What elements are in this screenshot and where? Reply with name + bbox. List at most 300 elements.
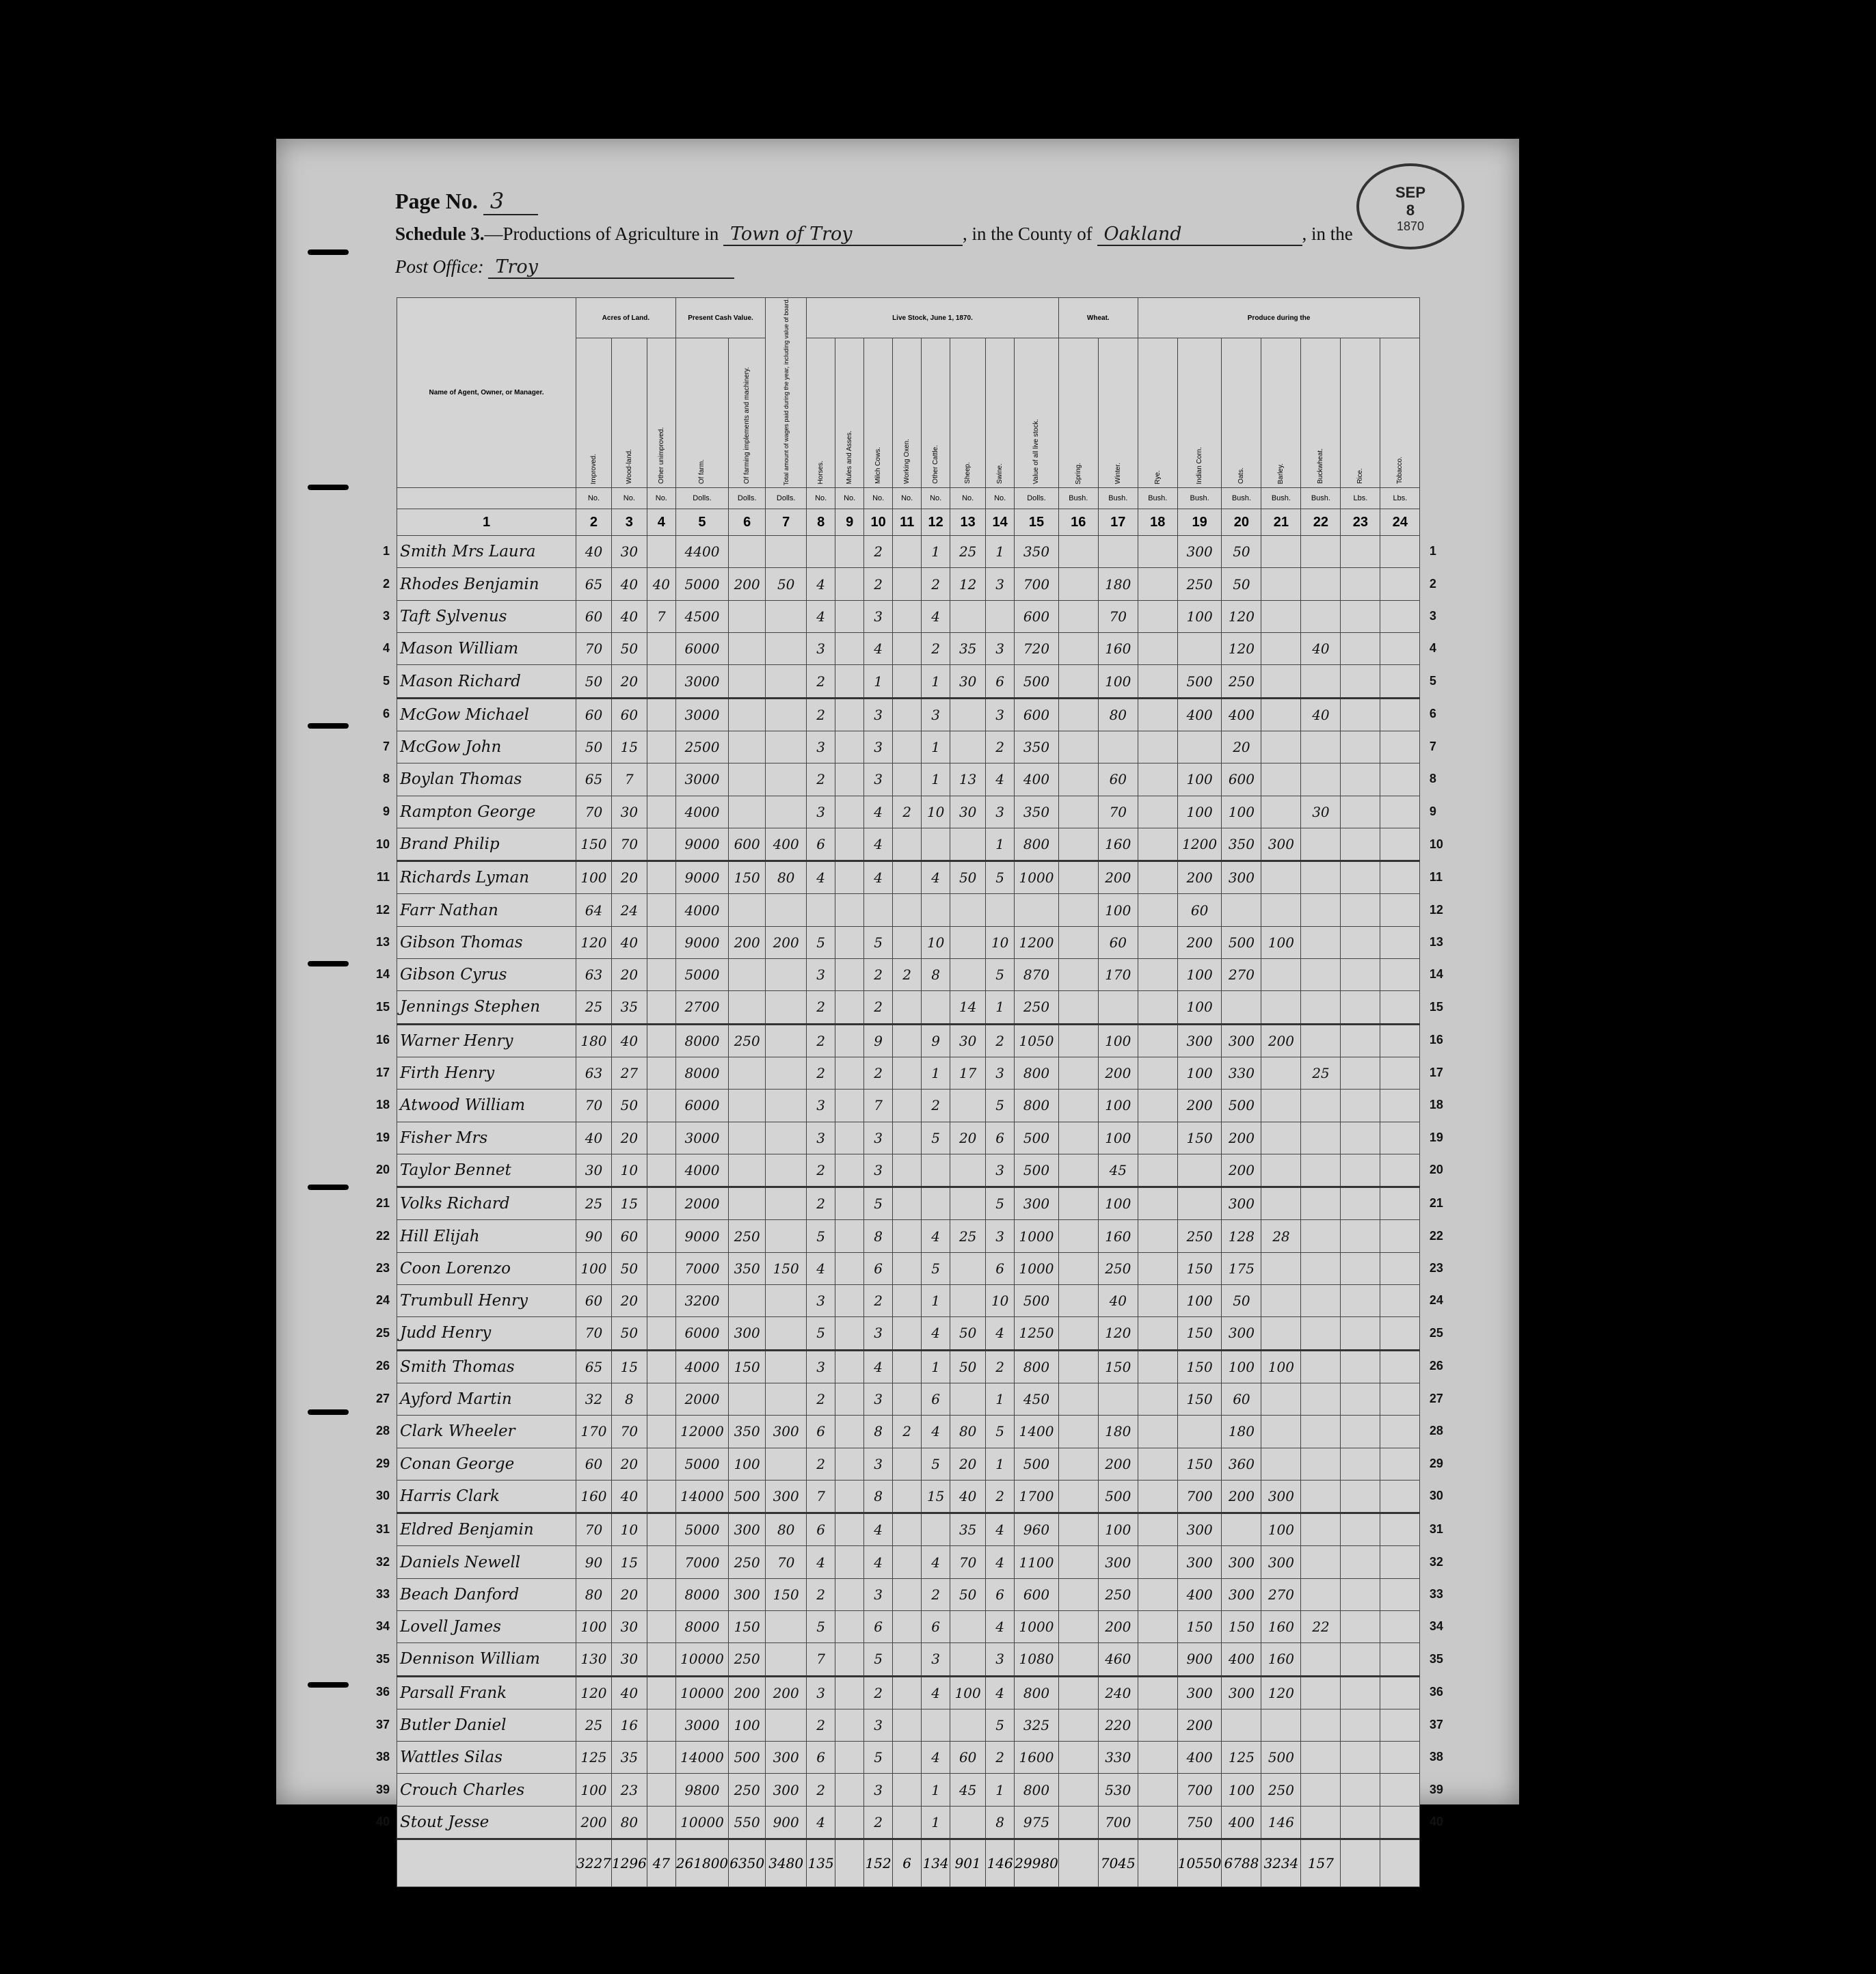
table-cell: 500	[1015, 1448, 1059, 1480]
table-cell: 300	[729, 1513, 766, 1546]
table-cell: 500	[1177, 665, 1222, 698]
table-cell	[1301, 894, 1341, 926]
table-cell	[1261, 1187, 1301, 1220]
table-cell	[647, 665, 675, 698]
table-cell: 23	[611, 1774, 647, 1806]
table-row	[397, 1546, 1420, 1578]
table-cell	[1301, 1513, 1341, 1546]
table-cell: 6	[922, 1610, 950, 1642]
table-cell	[1222, 1709, 1261, 1741]
table-cell	[1138, 1383, 1177, 1415]
table-cell	[893, 1220, 922, 1252]
table-cell: 6	[807, 1416, 835, 1448]
table-cell: 400	[766, 828, 807, 861]
table-cell: 100	[1177, 1057, 1222, 1089]
table-cell	[647, 1252, 675, 1284]
table-cell: 1600	[1015, 1742, 1059, 1774]
table-cell: 1	[986, 1774, 1015, 1806]
table-cell: 100	[576, 1774, 612, 1806]
table-cell	[1380, 861, 1420, 894]
table-cell	[1058, 1090, 1098, 1122]
table-cell	[807, 894, 835, 926]
table-cell: 1000	[1015, 861, 1059, 894]
table-cell	[835, 1806, 864, 1839]
table-cell	[729, 665, 766, 698]
table-cell: 64	[576, 894, 612, 926]
table-cell	[835, 991, 864, 1024]
table-cell: 300	[766, 1480, 807, 1513]
table-cell	[893, 1383, 922, 1415]
table-cell	[835, 1448, 864, 1480]
table-cell	[950, 1383, 986, 1415]
table-cell	[1261, 536, 1301, 568]
table-cell: 300	[1261, 1546, 1301, 1578]
table-cell	[1341, 731, 1380, 763]
table-cell: 160	[1261, 1643, 1301, 1676]
table-cell: 800	[1015, 1057, 1059, 1089]
table-cell: 250	[1222, 665, 1261, 698]
table-cell: 60	[576, 698, 612, 731]
table-row	[397, 1448, 1420, 1480]
table-cell	[1138, 1024, 1177, 1057]
table-cell	[1261, 731, 1301, 763]
table-row	[397, 1317, 1420, 1350]
table-cell: 220	[1098, 1709, 1138, 1741]
table-cell: 500	[729, 1480, 766, 1513]
table-cell	[893, 1709, 922, 1741]
table-cell	[766, 763, 807, 796]
table-cell: 30	[576, 1154, 612, 1187]
table-cell	[835, 600, 864, 632]
table-cell: 700	[1177, 1480, 1222, 1513]
table-cell: 60	[576, 600, 612, 632]
table-cell	[1380, 763, 1420, 796]
farmer-name: Rhodes Benjamin	[397, 568, 576, 600]
table-cell	[1380, 1317, 1420, 1350]
table-cell: 13	[950, 763, 986, 796]
table-cell: 4	[807, 861, 835, 894]
table-cell	[835, 731, 864, 763]
table-cell: 100	[1261, 926, 1301, 958]
total-cell: 152	[864, 1839, 893, 1887]
table-cell: 2	[807, 763, 835, 796]
table-cell	[1380, 1220, 1420, 1252]
table-cell	[1380, 1350, 1420, 1383]
farmer-name: Crouch Charles	[397, 1774, 576, 1806]
table-cell	[893, 828, 922, 861]
table-cell: 60	[1098, 763, 1138, 796]
line-number: 27	[375, 1392, 390, 1406]
table-cell	[1380, 1578, 1420, 1610]
table-cell	[1138, 1252, 1177, 1284]
table-cell: 7	[807, 1643, 835, 1676]
column-header: Barley.	[1261, 338, 1301, 488]
table-cell: 8000	[675, 1610, 728, 1642]
table-cell	[835, 1480, 864, 1513]
table-cell: 100	[1098, 1513, 1138, 1546]
table-cell: 2	[864, 1806, 893, 1839]
line-number-right: 25	[1429, 1325, 1443, 1340]
table-cell: 350	[1222, 828, 1261, 861]
table-cell	[1058, 1416, 1098, 1448]
table-cell: 300	[1261, 1480, 1301, 1513]
table-cell	[1058, 1220, 1098, 1252]
table-cell	[1058, 1806, 1098, 1839]
table-cell	[1138, 1513, 1177, 1546]
table-cell: 40	[611, 1480, 647, 1513]
table-cell: 3	[807, 796, 835, 828]
table-cell	[1301, 1806, 1341, 1839]
table-cell	[1341, 1154, 1380, 1187]
table-cell	[1138, 1057, 1177, 1089]
table-cell: 160	[1098, 633, 1138, 665]
unit-cell: Dolls.	[675, 488, 728, 509]
line-number: 15	[375, 999, 390, 1014]
table-cell: 50	[950, 861, 986, 894]
total-cell	[1138, 1839, 1177, 1887]
table-cell	[766, 1285, 807, 1317]
table-cell: 300	[1222, 1187, 1261, 1220]
table-cell	[1058, 1057, 1098, 1089]
table-cell: 3	[864, 1383, 893, 1415]
table-cell: 9000	[675, 828, 728, 861]
column-header: Value of all live stock.	[1015, 338, 1059, 488]
table-cell: 24	[611, 894, 647, 926]
line-number-right: 6	[1429, 707, 1436, 721]
farmer-name: Taylor Bennet	[397, 1154, 576, 1187]
table-cell	[647, 894, 675, 926]
table-cell	[766, 796, 807, 828]
column-number: 5	[675, 509, 728, 536]
line-number-right: 15	[1429, 999, 1443, 1014]
table-cell: 300	[1177, 1546, 1222, 1578]
table-cell	[1138, 600, 1177, 632]
table-cell	[1380, 1154, 1420, 1187]
table-cell	[835, 1416, 864, 1448]
table-cell: 4	[807, 568, 835, 600]
table-cell	[1341, 1774, 1380, 1806]
table-cell: 10	[986, 926, 1015, 958]
table-cell	[729, 731, 766, 763]
table-cell	[647, 1480, 675, 1513]
table-cell	[1380, 1090, 1420, 1122]
total-cell: 3480	[766, 1839, 807, 1887]
table-cell	[1261, 698, 1301, 731]
table-cell: 300	[1098, 1546, 1138, 1578]
table-cell: 4	[922, 600, 950, 632]
table-cell: 200	[1222, 1480, 1261, 1513]
table-cell: 6	[986, 1122, 1015, 1154]
farmer-name: Mason William	[397, 633, 576, 665]
table-cell: 3	[986, 1643, 1015, 1676]
table-cell	[807, 536, 835, 568]
table-cell: 128	[1222, 1220, 1261, 1252]
table-cell: 2	[807, 698, 835, 731]
table-cell	[766, 1383, 807, 1415]
table-cell	[1138, 665, 1177, 698]
table-cell	[729, 1122, 766, 1154]
table-cell: 300	[1222, 1546, 1261, 1578]
table-cell	[1058, 763, 1098, 796]
table-cell: 3	[986, 796, 1015, 828]
table-cell: 3	[864, 1774, 893, 1806]
table-cell	[1341, 1057, 1380, 1089]
line-number: 18	[375, 1098, 390, 1112]
table-cell	[1261, 1122, 1301, 1154]
table-cell: 32	[576, 1383, 612, 1415]
table-cell	[1380, 536, 1420, 568]
table-cell: 30	[950, 1024, 986, 1057]
table-cell: 4000	[675, 1350, 728, 1383]
schedule-text: —Productions of Agriculture in	[484, 224, 719, 244]
table-cell	[1058, 1024, 1098, 1057]
table-cell: 22	[1301, 1610, 1341, 1642]
table-row	[397, 1709, 1420, 1741]
line-number-right: 24	[1429, 1293, 1443, 1308]
table-cell	[1261, 1709, 1301, 1741]
table-cell	[835, 633, 864, 665]
table-cell	[647, 1448, 675, 1480]
column-number: 7	[766, 509, 807, 536]
table-cell	[1177, 633, 1222, 665]
column-number: 11	[893, 509, 922, 536]
farmer-name: Clark Wheeler	[397, 1416, 576, 1448]
line-number: 2	[382, 576, 390, 591]
table-cell	[1380, 1676, 1420, 1709]
table-cell	[647, 1513, 675, 1546]
table-cell: 3000	[675, 665, 728, 698]
post-office-line	[395, 256, 734, 279]
column-number: 23	[1341, 509, 1380, 536]
table-cell: 35	[611, 1742, 647, 1774]
table-cell: 100	[576, 1610, 612, 1642]
farmer-name: Atwood William	[397, 1090, 576, 1122]
table-cell: 30	[611, 796, 647, 828]
table-cell	[1138, 991, 1177, 1024]
table-cell	[1177, 731, 1222, 763]
table-cell: 3	[807, 1350, 835, 1383]
table-cell: 8	[864, 1480, 893, 1513]
table-cell: 60	[611, 1220, 647, 1252]
table-cell: 2	[807, 665, 835, 698]
line-number: 28	[375, 1424, 390, 1438]
table-cell	[893, 1546, 922, 1578]
table-cell	[647, 763, 675, 796]
table-cell: 300	[1177, 1513, 1222, 1546]
table-cell: 300	[1261, 828, 1301, 861]
table-cell: 15	[611, 731, 647, 763]
line-number: 36	[375, 1685, 390, 1699]
table-cell: 3000	[675, 1709, 728, 1741]
table-cell	[1058, 1187, 1098, 1220]
farmer-name: Boylan Thomas	[397, 763, 576, 796]
table-cell	[1058, 1742, 1098, 1774]
table-cell	[1058, 1513, 1098, 1546]
table-cell: 20	[611, 861, 647, 894]
farmer-name: Butler Daniel	[397, 1709, 576, 1741]
table-cell: 600	[1015, 1578, 1059, 1610]
line-number-right: 31	[1429, 1522, 1443, 1536]
table-cell	[1380, 1546, 1420, 1578]
table-cell	[1301, 861, 1341, 894]
table-cell: 150	[576, 828, 612, 861]
table-cell	[835, 1252, 864, 1284]
table-cell	[729, 991, 766, 1024]
table-cell: 350	[1015, 731, 1059, 763]
table-cell: 146	[1261, 1806, 1301, 1839]
table-cell: 3	[986, 633, 1015, 665]
line-number: 13	[375, 934, 390, 949]
table-cell: 150	[729, 1350, 766, 1383]
line-number: 23	[375, 1260, 390, 1275]
column-header: Milch Cows.	[864, 338, 893, 488]
table-cell	[1301, 1024, 1341, 1057]
table-cell	[1301, 926, 1341, 958]
table-cell	[1261, 1252, 1301, 1284]
unit-cell: No.	[950, 488, 986, 509]
table-cell	[1380, 1416, 1420, 1448]
table-cell	[893, 600, 922, 632]
table-cell: 6000	[675, 1090, 728, 1122]
table-row	[397, 698, 1420, 731]
table-cell: 5	[922, 1122, 950, 1154]
table-cell: 100	[1098, 1187, 1138, 1220]
name-column-header: Name of Agent, Owner, or Manager.	[397, 298, 576, 488]
table-cell: 6	[807, 1742, 835, 1774]
column-header: Sheep.	[950, 338, 986, 488]
table-cell	[893, 1252, 922, 1284]
table-cell: 3	[864, 1154, 893, 1187]
table-cell: 1200	[1177, 828, 1222, 861]
table-cell	[922, 1187, 950, 1220]
table-cell: 25	[1301, 1057, 1341, 1089]
line-number-right: 4	[1429, 641, 1436, 655]
table-cell: 150	[1177, 1448, 1222, 1480]
unit-cell: Dolls.	[766, 488, 807, 509]
table-cell	[647, 1546, 675, 1578]
line-number-right: 18	[1429, 1098, 1443, 1112]
table-cell: 100	[729, 1709, 766, 1741]
table-cell	[1341, 1578, 1380, 1610]
table-cell: 250	[1098, 1578, 1138, 1610]
table-cell: 70	[950, 1546, 986, 1578]
table-cell: 400	[1222, 698, 1261, 731]
table-cell: 720	[1015, 633, 1059, 665]
table-cell: 800	[1015, 1350, 1059, 1383]
farmer-name: Conan George	[397, 1448, 576, 1480]
table-cell	[1138, 1709, 1177, 1741]
table-cell	[1301, 1220, 1341, 1252]
table-cell	[647, 633, 675, 665]
table-cell: 70	[576, 796, 612, 828]
table-cell	[1177, 1187, 1222, 1220]
table-cell	[1380, 1024, 1420, 1057]
table-cell: 8	[611, 1383, 647, 1415]
table-cell	[922, 1709, 950, 1741]
table-cell: 250	[729, 1220, 766, 1252]
table-cell	[1261, 1057, 1301, 1089]
table-cell: 60	[1222, 1383, 1261, 1415]
table-cell	[1261, 665, 1301, 698]
table-cell: 1050	[1015, 1024, 1059, 1057]
table-cell: 25	[576, 1709, 612, 1741]
table-cell	[647, 1024, 675, 1057]
table-cell	[647, 1187, 675, 1220]
table-cell	[766, 1187, 807, 1220]
table-cell	[1015, 894, 1059, 926]
farmer-name: Brand Philip	[397, 828, 576, 861]
table-cell	[1138, 861, 1177, 894]
table-row	[397, 568, 1420, 600]
table-cell	[1138, 1317, 1177, 1350]
table-cell	[1058, 1350, 1098, 1383]
table-row	[397, 796, 1420, 828]
table-cell	[1058, 1383, 1098, 1415]
table-cell: 65	[576, 1350, 612, 1383]
table-cell: 9000	[675, 861, 728, 894]
table-cell	[1301, 1742, 1341, 1774]
table-cell: 2	[986, 1350, 1015, 1383]
binding-mark	[308, 249, 349, 255]
table-cell: 6	[922, 1383, 950, 1415]
table-cell: 1	[922, 1774, 950, 1806]
county-value: Oakland	[1097, 224, 1302, 246]
unit-cell: Dolls.	[1015, 488, 1059, 509]
table-cell	[1380, 633, 1420, 665]
table-cell: 100	[576, 1252, 612, 1284]
table-cell	[1341, 536, 1380, 568]
table-cell: 50	[611, 1317, 647, 1350]
table-cell	[647, 828, 675, 861]
table-cell: 65	[576, 568, 612, 600]
column-header: Other unimproved.	[647, 338, 675, 488]
table-cell: 300	[1015, 1187, 1059, 1220]
table-cell: 7	[647, 600, 675, 632]
acres-section-header: Acres of Land.	[576, 298, 676, 338]
table-cell: 5	[986, 1709, 1015, 1741]
table-cell	[647, 991, 675, 1024]
line-number: 34	[375, 1619, 390, 1634]
table-cell: 960	[1015, 1513, 1059, 1546]
table-cell	[1138, 1676, 1177, 1709]
table-cell: 3	[807, 1676, 835, 1709]
line-number: 24	[375, 1293, 390, 1308]
table-cell: 250	[729, 1024, 766, 1057]
table-cell	[835, 1154, 864, 1187]
table-cell	[893, 1643, 922, 1676]
table-cell	[766, 1220, 807, 1252]
table-cell: 2	[864, 959, 893, 991]
binding-mark	[308, 1185, 349, 1190]
table-cell	[1301, 568, 1341, 600]
line-number: 25	[375, 1325, 390, 1340]
table-cell: 4	[864, 1513, 893, 1546]
table-cell	[1341, 959, 1380, 991]
farmer-name: Harris Clark	[397, 1480, 576, 1513]
column-header: Other Cattle.	[922, 338, 950, 488]
line-number: 5	[382, 674, 390, 688]
table-cell: 200	[729, 1676, 766, 1709]
farmer-name: Rampton George	[397, 796, 576, 828]
table-cell	[647, 959, 675, 991]
table-cell: 250	[1177, 568, 1222, 600]
table-cell: 270	[1261, 1578, 1301, 1610]
table-cell: 8	[864, 1416, 893, 1448]
table-cell: 3	[922, 698, 950, 731]
table-cell: 3000	[675, 698, 728, 731]
table-cell	[864, 894, 893, 926]
table-cell	[1138, 1220, 1177, 1252]
